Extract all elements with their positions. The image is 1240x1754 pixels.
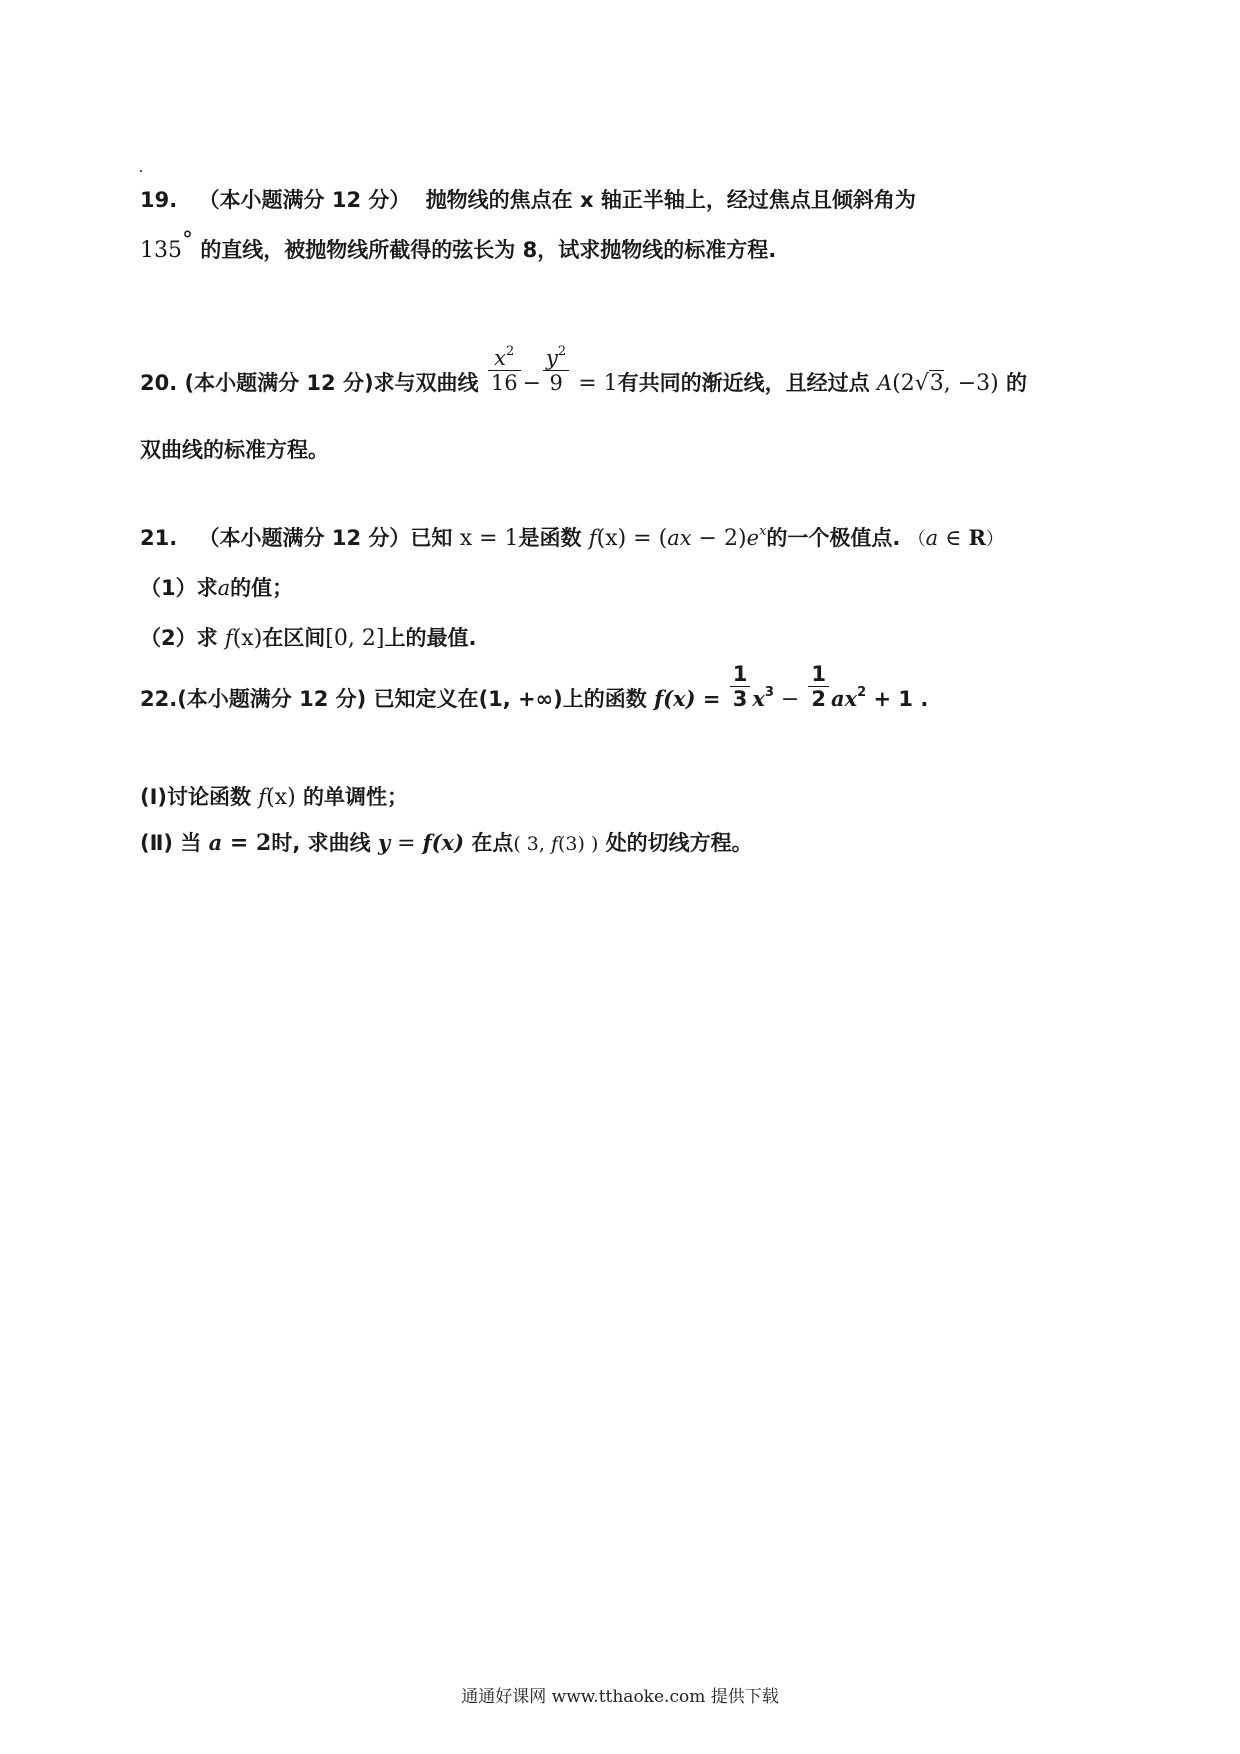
q21-func-mid: (x) = ( (596, 526, 668, 551)
q22-text-1: 已知定义在 (373, 687, 479, 712)
q22-text-2: 上的函数 (562, 687, 647, 712)
q20-text-2: 有共同的渐近线，且经过点 (617, 371, 870, 396)
q21-domain-open: （ (907, 529, 926, 550)
q22-c2-den: 2 (811, 687, 826, 712)
q20-score: (本小题满分 12 分) (184, 371, 374, 396)
q19-score: （本小题满分 12 分） (198, 188, 411, 212)
q20-f1-num: x (494, 346, 507, 370)
q22-p2-pt-open: ( 3, (513, 833, 551, 855)
q22-p1-label: (Ⅰ)讨论函数 (140, 785, 252, 809)
q21-text-end: 的一个极值点. (766, 526, 901, 550)
q22-p2-f: f (422, 830, 432, 855)
q22-p1-func: f (258, 785, 267, 809)
q22-c2-num: 1 (808, 662, 829, 687)
q20-sqrt-value: 3 (929, 371, 944, 397)
q21-domain-r: R (968, 525, 986, 550)
q22-p2-y: y (377, 830, 391, 855)
q22-p1-end: 的单调性； (303, 785, 408, 809)
q20-fraction-y (543, 346, 569, 396)
q22-c1-den: 3 (732, 687, 748, 712)
q19-number: 19. (140, 188, 178, 212)
q22-p2-arg: (x) (431, 830, 465, 855)
q21-func-f: f (588, 526, 597, 550)
q21-part-1 (140, 578, 293, 599)
q22-part-2 (140, 832, 753, 855)
q21-number: 21. (140, 526, 178, 550)
q20-text-1: 求与双曲线 (373, 371, 479, 396)
q22-p2-pt-close: (3) ) (558, 833, 599, 855)
q22-fx-arg: (x) = (663, 686, 728, 712)
q20-f2-sup: 2 (557, 344, 567, 359)
q22-minus: − (773, 687, 807, 713)
q22-p2-eq: = 2 (222, 830, 272, 856)
q22-ax2: ax (830, 686, 858, 712)
q22-p2-mid: 时, 求曲线 (271, 831, 371, 855)
q21-p1-label: （1）求 (140, 576, 218, 600)
q21-func-exp: x (759, 524, 767, 539)
q22-p2-eqf: = (390, 831, 423, 856)
q19-text-2: 的直线，被抛物线所截得的弦长为 8，试求抛物线的标准方程. (200, 238, 777, 262)
q20-fraction-x (488, 346, 521, 396)
q21-func-ax: ax (667, 526, 692, 550)
q22-domain: (1, +∞) (478, 687, 563, 712)
q21-is-func: 是函数 (518, 526, 582, 550)
q20-line-1 (140, 344, 1028, 397)
q21-domain-in: ∈ (938, 526, 969, 551)
q22-ax2-sup: 2 (857, 685, 867, 701)
q20-point-a: A (876, 371, 893, 396)
q19-text-1: 抛物线的焦点在 x 轴正半轴上，经过焦点且倾斜角为 (425, 188, 916, 212)
q19-degree: ° (182, 228, 193, 253)
q20-point-open: (2 (892, 371, 915, 397)
q21-p2-func: f (224, 626, 233, 650)
q20-text-3: 的 (1006, 371, 1028, 396)
q20-number: 20. (140, 371, 178, 396)
q21-p2-label: （2）求 (140, 626, 218, 650)
q21-p1-var: a (217, 576, 231, 600)
q22-p2-pt-f: f (550, 833, 558, 855)
q21-known: 已知 (410, 526, 453, 550)
q21-domain-a: a (925, 526, 939, 550)
q22-p2-end: 处的切线方程。 (605, 831, 753, 855)
q21-line-1 (140, 524, 1004, 551)
q21-p2-end: 上的最值. (384, 626, 477, 650)
q22-score: (本小题满分 12 分) (177, 687, 367, 712)
q21-score: （本小题满分 12 分） (198, 526, 411, 550)
q20-f2-num: y (546, 346, 558, 370)
q21-p2-interval: [0, 2] (325, 626, 385, 651)
q22-number: 22. (140, 687, 178, 712)
q22-fx: f (654, 686, 664, 712)
q22-p2-at: 在点 (471, 831, 514, 855)
q21-func-end: − 2) (691, 526, 747, 551)
q21-domain-close: ） (985, 529, 1004, 550)
q22-c1-num: 1 (730, 662, 751, 687)
page-footer: 通通好课网 www.tthaoke.com 提供下载 (461, 1687, 779, 1707)
q20-equals-one: = 1 (571, 371, 618, 397)
q22-fraction-third (730, 662, 751, 712)
q22-plus-one: + 1 . (866, 687, 929, 712)
q20-point-close: , −3) (943, 371, 999, 397)
q21-part-2 (140, 628, 476, 650)
q20-f1-den: 16 (490, 371, 518, 396)
q22-line-1 (140, 662, 929, 713)
q21-condition: x = 1 (459, 526, 519, 551)
q22-fraction-half (808, 662, 829, 712)
q20-sqrt-sign: √ (914, 371, 929, 397)
q22-x3-sup: 3 (764, 685, 774, 701)
q20-f2-den: 9 (549, 371, 563, 396)
q20-line-2 (140, 440, 329, 461)
q22-x3: x (752, 686, 765, 712)
q19-angle: 135 (140, 238, 182, 263)
q22-p2-a: a (208, 830, 223, 855)
q21-func-e: e (746, 526, 759, 550)
q21-p1-end: 的值； (230, 576, 294, 600)
q20-text-4: 双曲线的标准方程。 (140, 438, 329, 462)
q22-part-1 (140, 787, 408, 809)
q21-p2-mid: 在区间 (262, 626, 326, 650)
q21-p2-arg: (x) (232, 626, 263, 651)
q19-line-1 (140, 190, 916, 211)
q19-line-2 (140, 228, 777, 263)
q20-f1-sup: 2 (506, 344, 515, 359)
q22-p2-label: (Ⅱ) 当 (140, 831, 202, 855)
q20-minus: − (522, 371, 542, 397)
q22-p1-arg: (x) (266, 785, 296, 810)
scan-dot (140, 170, 142, 172)
